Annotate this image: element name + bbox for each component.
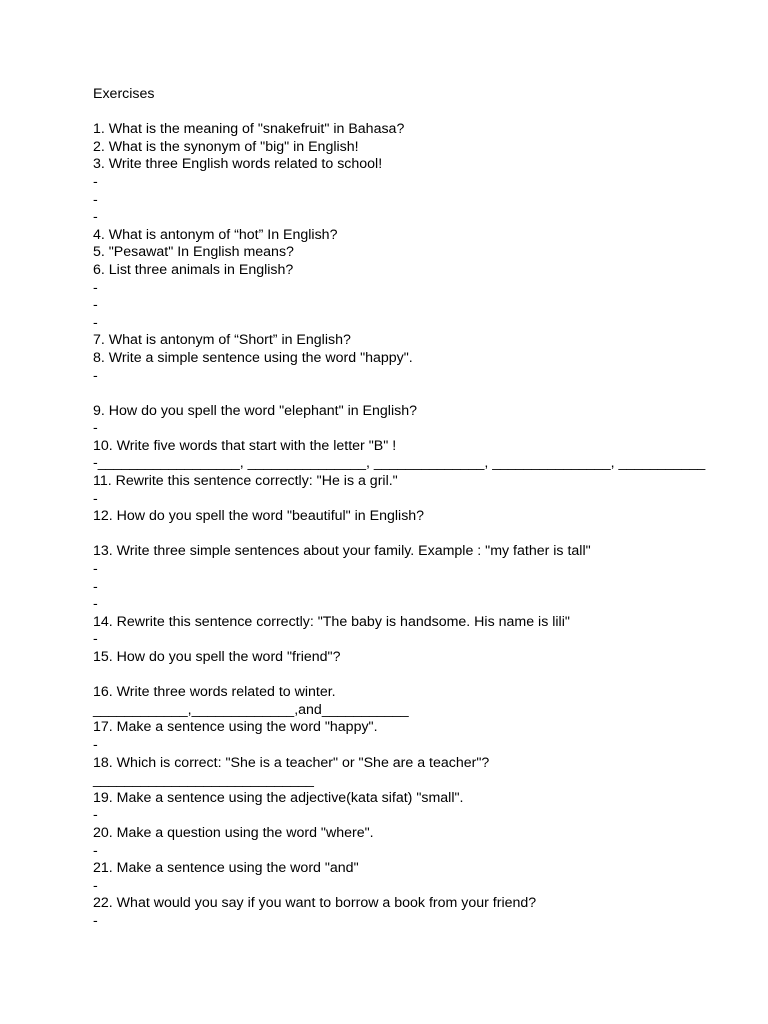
- answer-line: -: [93, 631, 98, 648]
- answer-line: -: [93, 596, 98, 613]
- question-line: 8. Write a simple sentence using the word "happy".: [93, 349, 413, 366]
- answer-line: -: [93, 173, 98, 190]
- answer-line: -: [93, 877, 98, 894]
- question-line: 11. Rewrite this sentence correctly: "He is a gril.": [93, 473, 398, 490]
- answer-line: ____________________________: [93, 772, 314, 789]
- question-line: 5. "Pesawat" In English means?: [93, 244, 294, 261]
- answer-line: -: [93, 279, 98, 296]
- question-line: 18. Which is correct: "She is a teacher" or "She are a teacher"?: [93, 754, 490, 771]
- question-line: 16. Write three words related to winter.: [93, 684, 336, 701]
- answer-line: -: [93, 490, 98, 507]
- answer-line: -: [93, 807, 98, 824]
- answer-line: -: [93, 420, 98, 437]
- blank-line: [93, 385, 768, 403]
- answer-line: -: [93, 842, 98, 859]
- question-line: 20. Make a question using the word "where".: [93, 824, 374, 841]
- answer-line: -: [93, 578, 98, 595]
- question-line: 2. What is the synonym of "big" in English!: [93, 138, 359, 155]
- answer-line: -: [93, 297, 98, 314]
- answer-line: -: [93, 561, 98, 578]
- question-line: 6. List three animals in English?: [93, 261, 294, 278]
- blank-line: [93, 526, 768, 544]
- question-line: 22. What would you say if you want to borrow a book from your friend?: [93, 895, 537, 912]
- question-line: 12. How do you spell the word "beautiful" in English?: [93, 508, 425, 525]
- question-line: 14. Rewrite this sentence correctly: "The baby is handsome. His name is lili": [93, 613, 570, 630]
- question-line: 21. Make a sentence using the word "and": [93, 860, 359, 877]
- answer-line: -: [93, 367, 98, 384]
- question-line: 10. Write five words that start with the letter "B" !: [93, 437, 397, 454]
- answer-line: -: [93, 209, 98, 226]
- question-line: 15. How do you spell the word "friend"?: [93, 649, 341, 665]
- answer-line: -__________________, _______________, ______________, _______________, ___________: [93, 455, 706, 472]
- answer-line: ____________,_____________,and___________: [93, 701, 409, 718]
- question-line: 9. How do you spell the word "elephant" in English?: [93, 402, 417, 419]
- exercise-list: [93, 121, 768, 930]
- question-line: 7. What is antonym of “Short” in English?: [93, 332, 351, 349]
- answer-line: -: [93, 191, 98, 208]
- answer-line: -: [93, 736, 98, 753]
- question-line: 3. Write three English words related to school!: [93, 156, 383, 173]
- answer-line: -: [93, 912, 98, 929]
- answer-line: -: [93, 314, 98, 331]
- blank-line: [93, 667, 768, 685]
- question-line: 4. What is antonym of “hot” In English?: [93, 226, 338, 243]
- question-line: 1. What is the meaning of "snakefruit" in Bahasa?: [93, 121, 405, 138]
- question-line: 13. Write three simple sentences about your family. Example : "my father is tall": [93, 543, 591, 560]
- page-title: Exercises: [93, 86, 155, 102]
- question-line: 17. Make a sentence using the word "happy".: [93, 719, 378, 736]
- question-line: 19. Make a sentence using the adjective(kata sifat) "small".: [93, 789, 464, 806]
